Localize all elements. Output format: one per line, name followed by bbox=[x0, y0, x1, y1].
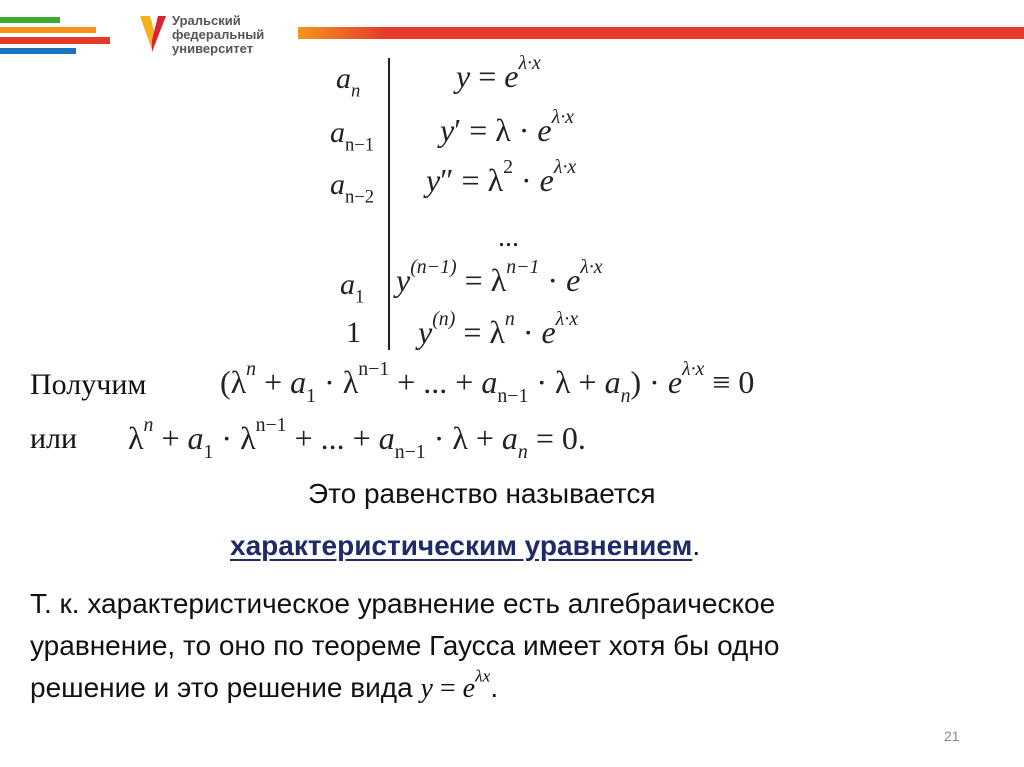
characteristic-equation-term: характеристическим уравнением bbox=[230, 530, 693, 561]
coef-one: 1 bbox=[346, 316, 361, 349]
ellipsis: ... bbox=[498, 222, 519, 253]
page-number: 21 bbox=[944, 728, 960, 744]
equation-y-prime: $y' = \lambda \cdot e^{\lambda\cdot x}$ bbox=[440, 106, 574, 148]
stripe-blue bbox=[0, 48, 76, 54]
coef-a-n-minus-1: $a_{n-1}$ bbox=[330, 116, 375, 156]
equation-y-double-prime: $y'' = \lambda^2 \cdot e^{\lambda\cdot x}$ bbox=[426, 156, 577, 198]
coef-a-1: $a_1$ bbox=[340, 268, 365, 308]
stripe-orange bbox=[0, 27, 96, 33]
equation-y-n: $y^{(n)} = \lambda^n \cdot e^{\lambda\cdot x}$ bbox=[418, 308, 579, 350]
logo-line-1: Уральский bbox=[172, 13, 241, 28]
identity-equation: ($\lambda^n + a_1 \cdot \lambda^{n-1}$ + ... + $a_{n-1} \cdot \lambda + a_n) \cdot e^{\lambda\cdot x} \equiv 0$ bbox=[220, 358, 755, 407]
stripe-red-main bbox=[298, 27, 1024, 39]
system-divider-line bbox=[388, 58, 390, 350]
coef-a-n: $a_n$ bbox=[336, 62, 361, 102]
or-label: или bbox=[30, 422, 78, 455]
equality-called-text: Это равенство называется bbox=[308, 478, 656, 509]
stripe-red-left bbox=[0, 37, 110, 44]
paragraph-line-3: решение и это решение вида $y = e^{\lambda x}$. bbox=[30, 666, 499, 704]
logo-line-2: федеральный bbox=[172, 27, 265, 42]
equation-y-n-minus-1: $y^{(n-1)} = \lambda^{n-1} \cdot e^{\lambda\cdot x}$ bbox=[396, 256, 603, 298]
logo-line-3: университет bbox=[172, 41, 254, 56]
equation-y: $y = e^{\lambda\cdot x}$ bbox=[456, 52, 541, 94]
urfu-logo-icon bbox=[138, 14, 168, 54]
paragraph-line-2: уравнение, то оно по теореме Гаусса имеет хотя бы одно bbox=[30, 630, 780, 661]
get-label: Получим bbox=[30, 368, 147, 401]
university-logo bbox=[138, 12, 278, 56]
coef-a-n-minus-2: $a_{n-2}$ bbox=[330, 168, 375, 208]
term-line: характеристическим уравнением. bbox=[230, 530, 701, 561]
paragraph-line-1: Т. к. характеристическое уравнение есть алгебраическое bbox=[30, 588, 776, 619]
characteristic-equation: $\lambda^n + a_1 \cdot \lambda^{n-1}$ + ... + $a_{n-1} \cdot \lambda + a_n = 0$. bbox=[128, 414, 586, 463]
stripe-green bbox=[0, 17, 60, 23]
